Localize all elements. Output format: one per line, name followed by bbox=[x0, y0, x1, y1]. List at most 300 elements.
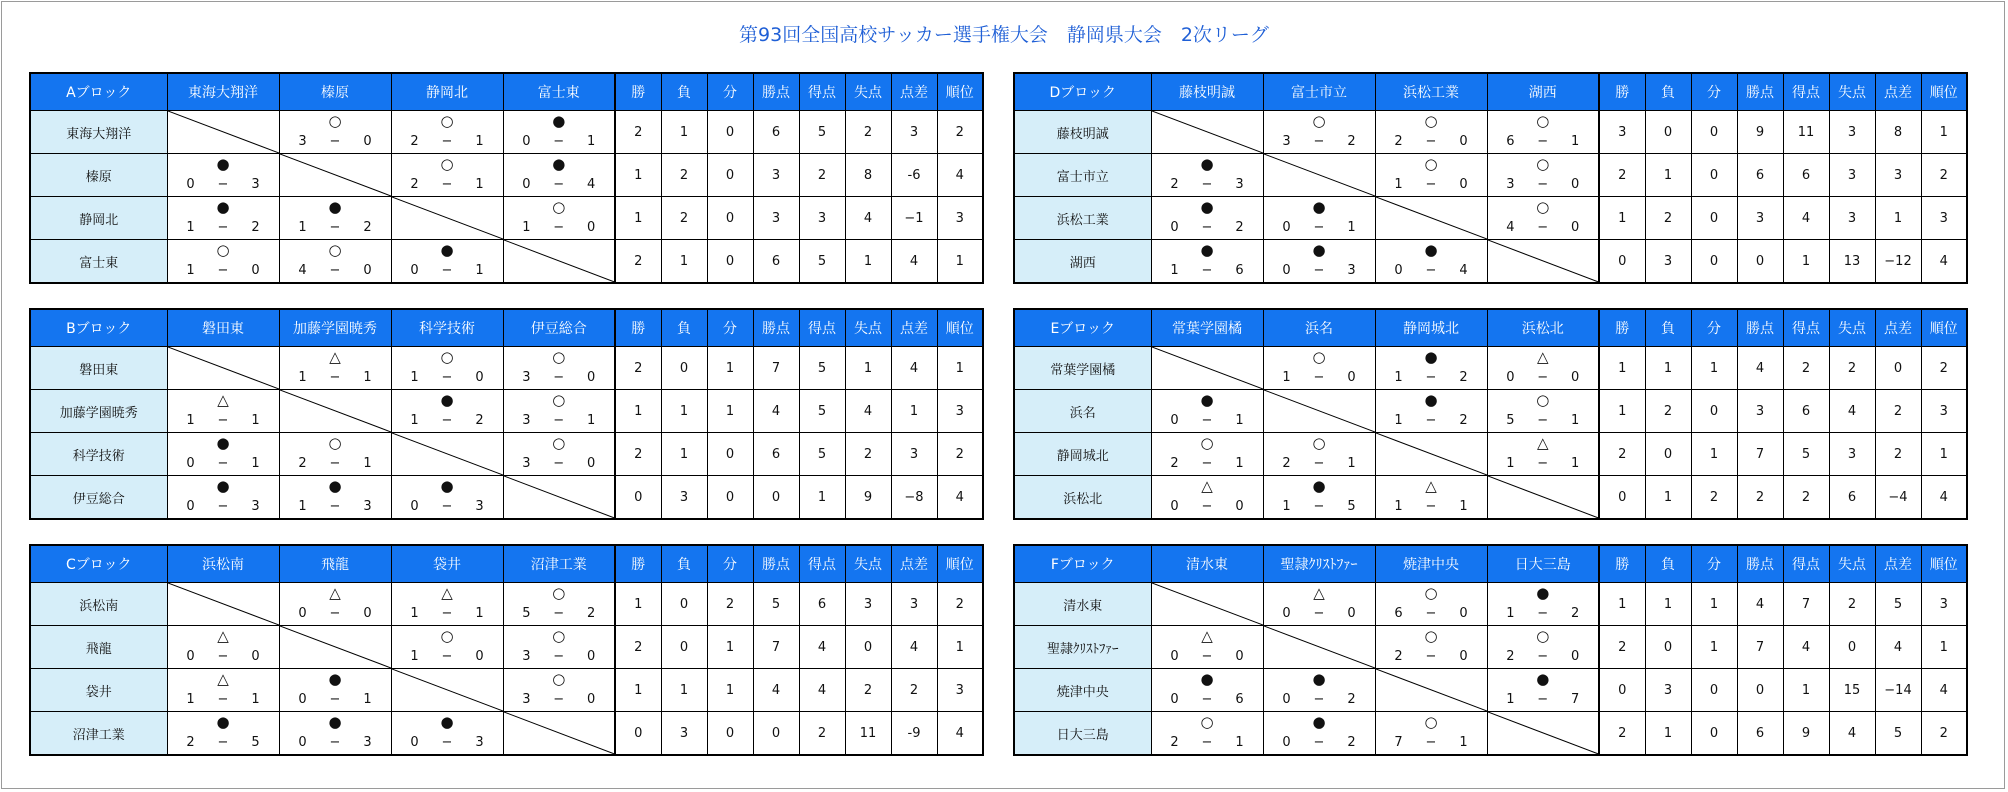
diagonal-cell bbox=[1375, 433, 1487, 476]
stat-value: 0 bbox=[753, 476, 799, 520]
match-result-cell bbox=[1487, 347, 1599, 390]
score-dash: − bbox=[217, 735, 229, 750]
diagonal-cell bbox=[1263, 626, 1375, 669]
stat-value: 2 bbox=[845, 669, 891, 712]
table-row bbox=[1014, 712, 1967, 756]
score-for: 1 bbox=[1506, 692, 1515, 707]
stat-value: 2 bbox=[615, 626, 661, 669]
block-name: Aブロック bbox=[30, 73, 167, 111]
row-team-name: 浜名 bbox=[1014, 390, 1151, 433]
score-against: 3 bbox=[1235, 177, 1244, 192]
result-mark: ○ bbox=[328, 112, 342, 130]
stat-value: 3 bbox=[891, 111, 937, 154]
score-dash: − bbox=[1537, 134, 1549, 149]
column-team-name: 静岡北 bbox=[391, 73, 503, 111]
column-team-name: 浜松北 bbox=[1487, 309, 1599, 347]
match-result-cell bbox=[1487, 583, 1599, 626]
score-dash: − bbox=[553, 606, 565, 621]
stat-value: 5 bbox=[799, 390, 845, 433]
score-for: 1 bbox=[410, 370, 419, 385]
block-table bbox=[1013, 544, 1968, 756]
match-result-cell bbox=[167, 712, 279, 756]
score-against: 2 bbox=[1235, 220, 1244, 235]
match-result-cell bbox=[391, 476, 503, 520]
score-for: 1 bbox=[1282, 499, 1291, 514]
score-for: 0 bbox=[1170, 220, 1179, 235]
stat-value: 4 bbox=[937, 154, 983, 197]
table-row bbox=[1014, 154, 1967, 197]
stat-value: 3 bbox=[1829, 197, 1875, 240]
result-mark: ● bbox=[1424, 391, 1438, 409]
stat-value: 0 bbox=[1599, 669, 1645, 712]
result-mark: △ bbox=[1536, 348, 1549, 366]
score-dash: − bbox=[329, 220, 341, 235]
match-result-cell bbox=[391, 347, 503, 390]
score-for: 0 bbox=[1282, 692, 1291, 707]
score-for: 2 bbox=[1506, 649, 1515, 664]
table-row bbox=[1014, 626, 1967, 669]
stat-value: 1 bbox=[661, 433, 707, 476]
score-dash: − bbox=[553, 134, 565, 149]
match-result-cell bbox=[503, 111, 615, 154]
stat-value: 2 bbox=[615, 433, 661, 476]
row-team-name: 藤枝明誠 bbox=[1014, 111, 1151, 154]
stat-value: 0 bbox=[707, 111, 753, 154]
table-row bbox=[30, 712, 983, 756]
table-row bbox=[30, 111, 983, 154]
table-row bbox=[30, 390, 983, 433]
stat-value: 0 bbox=[1645, 433, 1691, 476]
column-team-name: 静岡城北 bbox=[1375, 309, 1487, 347]
stat-value: 4 bbox=[1737, 347, 1783, 390]
stat-value: 3 bbox=[1737, 197, 1783, 240]
score-dash: − bbox=[1425, 134, 1437, 149]
score-against: 2 bbox=[1347, 692, 1356, 707]
match-result-cell bbox=[1375, 347, 1487, 390]
score-against: 1 bbox=[586, 413, 596, 428]
diagonal-cell bbox=[503, 240, 615, 284]
stat-value: 2 bbox=[1599, 712, 1645, 756]
stat-value: 2 bbox=[615, 111, 661, 154]
match-result-cell bbox=[1151, 669, 1263, 712]
column-team-name: 科学技術 bbox=[391, 309, 503, 347]
match-result-cell bbox=[279, 347, 391, 390]
diagonal-cell bbox=[167, 111, 279, 154]
score-dash: − bbox=[553, 649, 565, 664]
stat-value: 5 bbox=[753, 583, 799, 626]
score-for: 0 bbox=[1170, 649, 1179, 664]
stat-value: 2 bbox=[799, 712, 845, 756]
stat-value: 3 bbox=[1875, 154, 1921, 197]
score-against: 4 bbox=[1459, 263, 1468, 278]
score-dash: − bbox=[329, 606, 341, 621]
stat-value: 2 bbox=[1875, 390, 1921, 433]
result-mark: ● bbox=[440, 477, 454, 495]
stat-value: 0 bbox=[1691, 390, 1737, 433]
result-mark: △ bbox=[1536, 434, 1549, 452]
stat-value: 2 bbox=[1645, 390, 1691, 433]
score-against: 0 bbox=[586, 220, 596, 235]
column-team-name: 伊豆総合 bbox=[503, 309, 615, 347]
column-team-name: 飛龍 bbox=[279, 545, 391, 583]
score-for: 1 bbox=[186, 413, 195, 428]
score-for: 0 bbox=[410, 263, 419, 278]
stat-value: 2 bbox=[937, 433, 983, 476]
stat-header: 勝点 bbox=[1737, 73, 1783, 111]
match-result-cell bbox=[1151, 626, 1263, 669]
result-mark: ● bbox=[1424, 241, 1438, 259]
stat-value: 1 bbox=[937, 626, 983, 669]
stat-value: 5 bbox=[1875, 712, 1921, 756]
stat-value: 1 bbox=[1599, 390, 1645, 433]
stat-value: 2 bbox=[615, 347, 661, 390]
score-for: 0 bbox=[1394, 263, 1403, 278]
score-dash: − bbox=[1425, 370, 1437, 385]
stat-value: 1 bbox=[845, 347, 891, 390]
stat-value: −1 bbox=[891, 197, 937, 240]
stat-value: 1 bbox=[615, 583, 661, 626]
match-result-cell bbox=[503, 390, 615, 433]
row-team-name: 日大三島 bbox=[1014, 712, 1151, 756]
row-team-name: 伊豆総合 bbox=[30, 476, 167, 520]
score-against: 2 bbox=[363, 220, 372, 235]
stat-value: 1 bbox=[1921, 433, 1967, 476]
match-result-cell bbox=[1263, 583, 1375, 626]
score-dash: − bbox=[441, 649, 453, 664]
score-dash: − bbox=[329, 499, 341, 514]
column-team-name: 浜松南 bbox=[167, 545, 279, 583]
stat-header: 得点 bbox=[1783, 73, 1829, 111]
stat-value: 2 bbox=[1921, 154, 1967, 197]
match-result-cell bbox=[1151, 240, 1263, 284]
score-for: 1 bbox=[298, 499, 307, 514]
stat-value: 3 bbox=[1921, 583, 1967, 626]
column-team-name: 榛原 bbox=[279, 73, 391, 111]
stat-value: 5 bbox=[799, 433, 845, 476]
block-name: Fブロック bbox=[1014, 545, 1151, 583]
match-result-cell bbox=[1487, 154, 1599, 197]
stat-value: 3 bbox=[1921, 390, 1967, 433]
result-mark: ○ bbox=[1536, 627, 1550, 645]
diagonal-cell bbox=[1375, 669, 1487, 712]
block-table bbox=[1013, 72, 1968, 284]
result-mark: △ bbox=[441, 584, 453, 602]
table-row bbox=[30, 626, 983, 669]
score-for: 3 bbox=[522, 649, 531, 664]
score-against: 2 bbox=[251, 220, 260, 235]
score-against: 3 bbox=[475, 735, 484, 750]
score-against: 1 bbox=[1570, 413, 1580, 428]
score-for: 1 bbox=[410, 649, 419, 664]
result-mark: ● bbox=[440, 391, 454, 409]
diagonal-cell bbox=[391, 197, 503, 240]
score-dash: − bbox=[553, 692, 565, 707]
column-team-name: 袋井 bbox=[391, 545, 503, 583]
stat-header: 失点 bbox=[1829, 545, 1875, 583]
column-team-name: 加藤学園暁秀 bbox=[279, 309, 391, 347]
stat-value: 1 bbox=[1691, 626, 1737, 669]
stat-value: −8 bbox=[891, 476, 937, 520]
match-result-cell bbox=[1375, 476, 1487, 520]
stat-header: 負 bbox=[1645, 545, 1691, 583]
column-team-name: 藤枝明誠 bbox=[1151, 73, 1263, 111]
diagonal-cell bbox=[1487, 476, 1599, 520]
stat-value: 0 bbox=[707, 433, 753, 476]
score-for: 0 bbox=[522, 134, 531, 149]
score-against: 1 bbox=[1235, 735, 1244, 750]
stat-value: 2 bbox=[661, 197, 707, 240]
result-mark: ● bbox=[1312, 241, 1326, 259]
score-dash: − bbox=[217, 177, 229, 192]
stat-value: 4 bbox=[845, 390, 891, 433]
stat-value: 7 bbox=[1737, 433, 1783, 476]
column-team-name: 聖隷ｸﾘｽﾄﾌｧｰ bbox=[1263, 545, 1375, 583]
diagonal-cell bbox=[1487, 712, 1599, 756]
stat-header: 負 bbox=[661, 545, 707, 583]
row-team-name: 静岡北 bbox=[30, 197, 167, 240]
score-for: 0 bbox=[186, 177, 195, 192]
score-for: 1 bbox=[1506, 456, 1515, 471]
stat-value: 3 bbox=[753, 154, 799, 197]
diagonal-cell bbox=[279, 154, 391, 197]
score-dash: − bbox=[329, 735, 341, 750]
match-result-cell bbox=[167, 154, 279, 197]
stat-value: −14 bbox=[1875, 669, 1921, 712]
stat-header: 順位 bbox=[937, 309, 983, 347]
score-against: 5 bbox=[1347, 499, 1356, 514]
block-table bbox=[29, 308, 984, 520]
score-dash: − bbox=[1537, 692, 1549, 707]
score-against: 0 bbox=[363, 134, 372, 149]
stat-value: 4 bbox=[937, 712, 983, 756]
stat-value: 1 bbox=[707, 626, 753, 669]
score-dash: − bbox=[1313, 692, 1325, 707]
stat-value: 2 bbox=[707, 583, 753, 626]
match-result-cell bbox=[1375, 154, 1487, 197]
stat-value: 5 bbox=[799, 347, 845, 390]
stat-header: 勝 bbox=[615, 73, 661, 111]
match-result-cell bbox=[1263, 111, 1375, 154]
stat-value: 4 bbox=[1737, 583, 1783, 626]
score-for: 6 bbox=[1394, 606, 1403, 621]
stat-header: 点差 bbox=[891, 73, 937, 111]
match-result-cell bbox=[1487, 111, 1599, 154]
stat-value: 3 bbox=[891, 433, 937, 476]
stat-value: 7 bbox=[1783, 583, 1829, 626]
score-dash: − bbox=[1425, 735, 1437, 750]
result-mark: ● bbox=[1536, 670, 1550, 688]
result-mark: △ bbox=[217, 670, 229, 688]
score-against: 0 bbox=[1347, 606, 1356, 621]
stat-value: 0 bbox=[1691, 669, 1737, 712]
stat-value: 6 bbox=[753, 433, 799, 476]
result-mark: ● bbox=[216, 198, 230, 216]
stat-header: 勝 bbox=[1599, 73, 1645, 111]
result-mark: ● bbox=[216, 477, 230, 495]
stat-value: 11 bbox=[1783, 111, 1829, 154]
stat-value: 0 bbox=[707, 154, 753, 197]
diagonal-cell bbox=[1487, 240, 1599, 284]
score-for: 1 bbox=[186, 692, 195, 707]
score-dash: − bbox=[553, 177, 565, 192]
score-against: 0 bbox=[586, 456, 596, 471]
row-team-name: 袋井 bbox=[30, 669, 167, 712]
stat-value: 1 bbox=[1645, 347, 1691, 390]
score-for: 2 bbox=[1170, 177, 1179, 192]
score-dash: − bbox=[1201, 177, 1213, 192]
stat-value: 3 bbox=[1645, 669, 1691, 712]
score-dash: − bbox=[1425, 499, 1437, 514]
table-row bbox=[1014, 583, 1967, 626]
result-mark: △ bbox=[1313, 584, 1325, 602]
score-for: 5 bbox=[1506, 413, 1515, 428]
score-for: 0 bbox=[1282, 606, 1291, 621]
row-team-name: 常葉学園橘 bbox=[1014, 347, 1151, 390]
score-for: 4 bbox=[1506, 220, 1515, 235]
score-dash: − bbox=[441, 370, 453, 385]
stat-value: 1 bbox=[1921, 626, 1967, 669]
column-team-name: 清水東 bbox=[1151, 545, 1263, 583]
result-mark: ○ bbox=[1424, 713, 1438, 731]
match-result-cell bbox=[1375, 111, 1487, 154]
result-mark: ● bbox=[328, 670, 342, 688]
row-team-name: 飛龍 bbox=[30, 626, 167, 669]
stat-header: 勝 bbox=[1599, 545, 1645, 583]
result-mark: ○ bbox=[552, 670, 566, 688]
match-result-cell bbox=[1487, 433, 1599, 476]
stat-value: 3 bbox=[937, 197, 983, 240]
stat-value: 5 bbox=[1783, 433, 1829, 476]
score-for: 2 bbox=[1282, 456, 1291, 471]
stat-value: 2 bbox=[799, 154, 845, 197]
stat-value: 1 bbox=[661, 669, 707, 712]
score-against: 2 bbox=[1347, 735, 1356, 750]
stat-header: 順位 bbox=[1921, 309, 1967, 347]
match-result-cell bbox=[1263, 476, 1375, 520]
score-dash: − bbox=[217, 692, 229, 707]
result-mark: △ bbox=[217, 627, 229, 645]
column-team-name: 富士市立 bbox=[1263, 73, 1375, 111]
result-mark: ● bbox=[1312, 670, 1326, 688]
stat-value: 4 bbox=[1921, 240, 1967, 284]
score-against: 0 bbox=[586, 692, 596, 707]
score-against: 1 bbox=[475, 606, 484, 621]
result-mark: ● bbox=[216, 155, 230, 173]
stat-header: 分 bbox=[707, 545, 753, 583]
result-mark: ○ bbox=[552, 391, 566, 409]
stat-header: 負 bbox=[661, 73, 707, 111]
stat-value: 0 bbox=[661, 626, 707, 669]
score-dash: − bbox=[217, 263, 229, 278]
score-against: 3 bbox=[363, 499, 372, 514]
score-dash: − bbox=[1313, 134, 1325, 149]
stat-header: 分 bbox=[1691, 73, 1737, 111]
stat-value: 1 bbox=[1645, 583, 1691, 626]
score-for: 3 bbox=[1506, 177, 1515, 192]
stat-value: 0 bbox=[707, 476, 753, 520]
score-dash: − bbox=[1201, 220, 1213, 235]
score-dash: − bbox=[553, 456, 565, 471]
stat-value: 4 bbox=[845, 197, 891, 240]
stat-value: 0 bbox=[661, 583, 707, 626]
result-mark: ○ bbox=[328, 241, 342, 259]
table-row bbox=[1014, 347, 1967, 390]
score-for: 2 bbox=[1170, 735, 1179, 750]
stat-value: 8 bbox=[1875, 111, 1921, 154]
score-for: 1 bbox=[186, 263, 195, 278]
stat-value: 2 bbox=[1691, 476, 1737, 520]
score-for: 5 bbox=[522, 606, 531, 621]
stat-value: 11 bbox=[845, 712, 891, 756]
score-dash: − bbox=[1537, 413, 1549, 428]
score-for: 3 bbox=[522, 692, 531, 707]
column-team-name: 湖西 bbox=[1487, 73, 1599, 111]
match-result-cell bbox=[279, 111, 391, 154]
stat-value: 1 bbox=[1645, 476, 1691, 520]
stat-value: 3 bbox=[1829, 154, 1875, 197]
match-result-cell bbox=[167, 433, 279, 476]
stat-header: 点差 bbox=[1875, 309, 1921, 347]
stat-value: 4 bbox=[1783, 197, 1829, 240]
stat-value: 6 bbox=[753, 111, 799, 154]
stat-value: 1 bbox=[1783, 669, 1829, 712]
stat-value: 1 bbox=[799, 476, 845, 520]
stat-header: 得点 bbox=[1783, 545, 1829, 583]
score-against: 1 bbox=[586, 134, 596, 149]
row-team-name: 湖西 bbox=[1014, 240, 1151, 284]
score-against: 1 bbox=[1570, 456, 1580, 471]
score-against: 0 bbox=[475, 370, 484, 385]
match-result-cell bbox=[391, 154, 503, 197]
score-against: 1 bbox=[363, 370, 372, 385]
score-against: 0 bbox=[1459, 606, 1468, 621]
score-dash: − bbox=[329, 456, 341, 471]
result-mark: ○ bbox=[328, 434, 342, 452]
stat-value: 2 bbox=[1921, 712, 1967, 756]
result-mark: ○ bbox=[1536, 391, 1550, 409]
stat-value: 1 bbox=[845, 240, 891, 284]
stat-value: 1 bbox=[937, 240, 983, 284]
match-result-cell bbox=[167, 476, 279, 520]
score-dash: − bbox=[1201, 263, 1213, 278]
result-mark: ○ bbox=[440, 348, 454, 366]
diagonal-cell bbox=[1263, 390, 1375, 433]
match-result-cell bbox=[279, 583, 391, 626]
stat-value: 1 bbox=[1645, 154, 1691, 197]
stat-header: 勝点 bbox=[753, 73, 799, 111]
diagonal-cell bbox=[279, 626, 391, 669]
score-dash: − bbox=[1313, 499, 1325, 514]
result-mark: ● bbox=[1200, 198, 1214, 216]
score-dash: − bbox=[1537, 456, 1549, 471]
stat-header: 失点 bbox=[845, 545, 891, 583]
match-result-cell bbox=[279, 712, 391, 756]
stat-header: 得点 bbox=[799, 309, 845, 347]
stat-value: 2 bbox=[845, 111, 891, 154]
match-result-cell bbox=[1375, 240, 1487, 284]
score-dash: − bbox=[217, 649, 229, 664]
score-against: 4 bbox=[586, 177, 596, 192]
stat-value: 4 bbox=[1921, 476, 1967, 520]
score-against: 1 bbox=[475, 177, 484, 192]
stat-value: 9 bbox=[1737, 111, 1783, 154]
score-against: 6 bbox=[1235, 692, 1244, 707]
stat-value: 0 bbox=[615, 712, 661, 756]
stat-header: 分 bbox=[1691, 545, 1737, 583]
table-row bbox=[1014, 433, 1967, 476]
match-result-cell bbox=[503, 583, 615, 626]
score-against: 0 bbox=[363, 263, 372, 278]
